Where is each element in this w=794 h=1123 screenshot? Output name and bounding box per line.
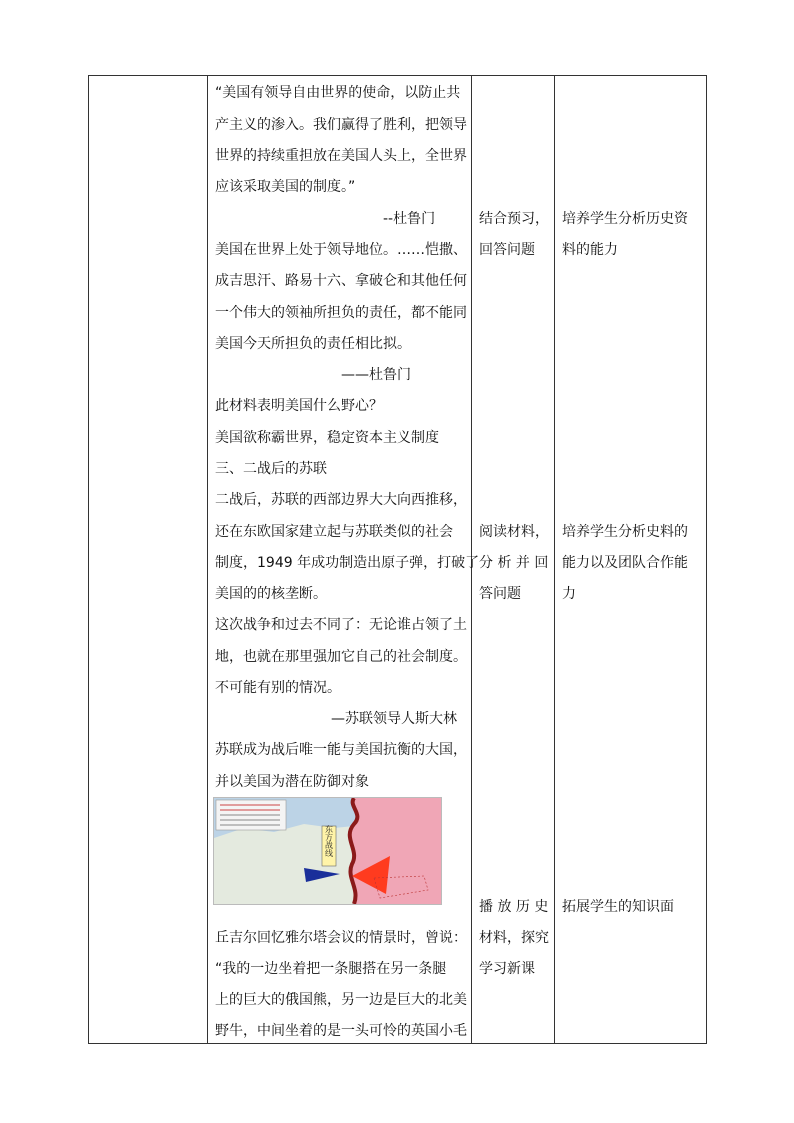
map-illustration — [214, 798, 441, 904]
column-divider-1 — [207, 76, 208, 1043]
para1-line: 美国的的核垄断。 — [215, 586, 327, 602]
quote2-line: 一个伟大的领袖所担负的责任，都不能同 — [215, 305, 467, 321]
activity-2-line: 阅读材料， — [479, 524, 549, 540]
intent-1-line: 料的能力 — [562, 242, 618, 258]
para2-line: 苏联成为战后唯一能与美国抗衡的大国， — [215, 742, 467, 758]
map-front-label: 东方战线 — [324, 825, 334, 857]
lesson-table — [88, 75, 707, 1044]
para1-line: 还在东欧国家建立起与苏联类似的社会 — [215, 524, 453, 540]
para3-line: 上的巨大的俄国熊，另一边是巨大的北美 — [215, 992, 467, 1008]
column-divider-3 — [554, 76, 555, 1043]
question-text: 此材料表明美国什么野心？ — [215, 398, 383, 414]
cold-war-europe-map — [213, 797, 442, 905]
quote3-line: 这次战争和过去不同了：无论谁占领了土 — [215, 617, 467, 633]
section-heading: 三、二战后的苏联 — [215, 461, 327, 477]
intent-3-line: 拓展学生的知识面 — [562, 899, 674, 915]
quote2-attribution: ——杜鲁门 — [341, 367, 411, 383]
quote3-line: 地，也就在那里强加它自己的社会制度。 — [215, 649, 467, 665]
quote3-attribution: —苏联领导人斯大林 — [331, 711, 457, 727]
quote2-line: 美国今天所担负的责任相比拟。 — [215, 336, 411, 352]
activity-1-line: 回答问题 — [479, 242, 535, 258]
quote2-line: 成吉思汗、路易十六、拿破仑和其他任何 — [215, 273, 467, 289]
activity-3-line: 学习新课 — [479, 961, 535, 977]
answer-text: 美国欲称霸世界，稳定资本主义制度 — [215, 430, 439, 446]
intent-1-line: 培养学生分析历史资 — [562, 211, 688, 227]
quote1-line: 世界的持续重担放在美国人头上，全世界 — [215, 148, 467, 164]
map-soviet-sphere — [350, 798, 441, 904]
quote1-line: 应该采取美国的制度。” — [215, 179, 356, 195]
activity-1-line: 结合预习， — [479, 211, 549, 227]
para1-line: 制度，1949 年成功制造出原子弹，打破了 — [215, 555, 480, 571]
intent-2-line: 能力以及团队合作能 — [562, 555, 688, 571]
quote2-line: 美国在世界上处于领导地位。……恺撒、 — [215, 242, 467, 258]
para2-line: 并以美国为潜在防御对象 — [215, 774, 369, 790]
activity-3-line: 材料，探究 — [479, 930, 549, 946]
activity-2-line: 分 析 并 回 — [479, 555, 549, 571]
activity-3-line: 播 放 历 史 — [479, 899, 549, 915]
para3-line: 丘吉尔回忆雅尔塔会议的情景时，曾说： — [215, 930, 467, 946]
quote1-line: 产主义的渗入。我们赢得了胜利，把领导 — [215, 117, 467, 133]
activity-2-line: 答问题 — [479, 586, 521, 602]
intent-2-line: 力 — [562, 586, 576, 602]
para3-line: “我的一边坐着把一条腿搭在另一条腿 — [215, 961, 447, 977]
quote1-attribution: --杜鲁门 — [383, 211, 436, 227]
quote3-line: 不可能有别的情况。 — [215, 680, 341, 696]
quote1-line: “美国有领导自由世界的使命，以防止共 — [215, 85, 461, 101]
intent-2-line: 培养学生分析史料的 — [562, 524, 688, 540]
para3-line: 野牛，中间坐着的是一头可怜的英国小毛 — [215, 1023, 467, 1039]
para1-line: 二战后，苏联的西部边界大大向西推移， — [215, 492, 467, 508]
